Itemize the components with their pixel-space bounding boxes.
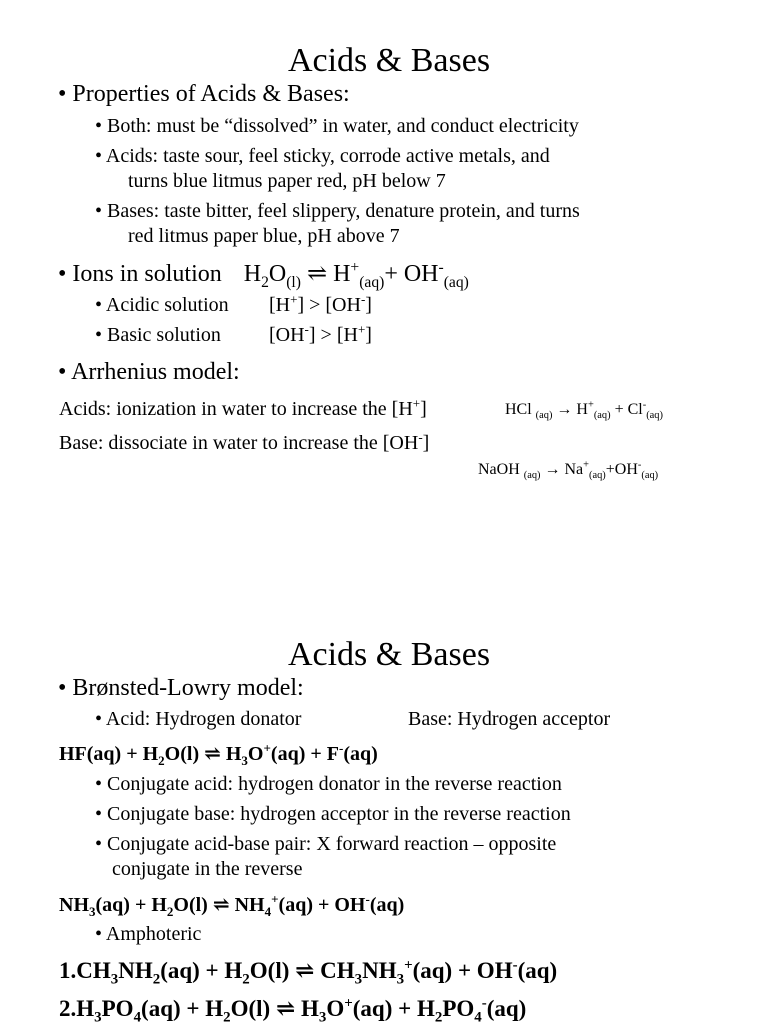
basic-solution <box>95 321 372 346</box>
acids-bullet-line2: turns blue litmus paper red, pH below 7 <box>128 170 446 192</box>
slide1-title: Acids & Bases <box>287 42 491 79</box>
amphoteric-bullet: • Amphoteric <box>95 923 202 945</box>
bronsted-acid-def: • Acid: Hydrogen donator <box>95 708 302 730</box>
conjugate-base-bullet: • Conjugate base: hydrogen acceptor in the reverse reaction <box>95 803 571 825</box>
conjugate-pair-line2: conjugate in the reverse <box>112 858 303 880</box>
bases-bullet-line2: red litmus paper blue, pH above 7 <box>128 225 400 247</box>
properties-heading: • Properties of Acids & Bases: <box>58 81 350 107</box>
acidic-solution <box>95 291 372 316</box>
arrhenius-base-definition: Base: dissociate in water to increase the [OH-] <box>59 429 430 454</box>
acids-bullet-line1: • Acids: taste sour, feel sticky, corrode active metals, and <box>95 145 550 167</box>
arrhenius-acid-definition: Acids: ionization in water to increase the [H+] <box>59 395 427 420</box>
basic-condition: [OH-] > [H+] <box>269 321 372 346</box>
naoh-equation: NaOH $_{(aq)} \to Na^+_{(aq)}+OH^-_{(aq)}$ <box>478 459 659 482</box>
basic-label: • Basic solution <box>95 324 221 346</box>
slide2-title: Acids & Bases <box>287 636 491 673</box>
acids-def-text: Acids: ionization in water to increase the [H <box>59 398 413 420</box>
ions-label: • Ions in solution <box>58 261 222 287</box>
bronsted-heading: • Brønsted-Lowry model: <box>58 675 304 701</box>
acidic-label: • Acidic solution <box>95 294 229 316</box>
example-equation-1: $1.CH_3NH_2(aq) + H_2O(l)$ ⇌ $CH_3NH_3^+(aq) + OH^-(aq)$ <box>59 957 558 988</box>
bases-bullet-line1: • Bases: taste bitter, feel slippery, denature protein, and turns <box>95 200 580 222</box>
base-def-text: Base: dissociate in water to increase the [OH <box>59 432 419 454</box>
example-equation-2: $2.H_3PO_4(aq) + H_2O(l)$ ⇌ $H_3O^+(aq) + H_2PO_4^-(aq)$ <box>59 995 527 1026</box>
bronsted-base-def: Base: Hydrogen acceptor <box>408 708 611 730</box>
conjugate-pair-line1: • Conjugate acid-base pair: X forward reaction – opposite <box>95 833 557 855</box>
water-ionization-equation: $H_2O_{(l)}$ ⇌ $H^+_{(aq)}+ OH^-_{(aq)}$ <box>243 259 469 291</box>
hcl-equation: HCl $_{(aq)} \to H^+_{(aq)} + Cl^-_{(aq)}$ <box>505 399 663 422</box>
conjugate-acid-bullet: • Conjugate acid: hydrogen donator in the reverse reaction <box>95 773 562 795</box>
hf-equation: $HF(aq) + H_2O(l)$ ⇌ $H_3O^+(aq) + F^-(aq)$ <box>59 740 378 768</box>
acidic-condition: [H+] > [OH-] <box>269 291 372 316</box>
ions-in-solution <box>58 259 469 291</box>
both-bullet: • Both: must be “dissolved” in water, and conduct electricity <box>95 115 579 137</box>
nh3-equation: $NH_3(aq) + H_2O(l)$ ⇌ $NH_4^+(aq) + OH^-(aq)$ <box>59 891 405 919</box>
arrhenius-heading: • Arrhenius model: <box>58 359 240 385</box>
